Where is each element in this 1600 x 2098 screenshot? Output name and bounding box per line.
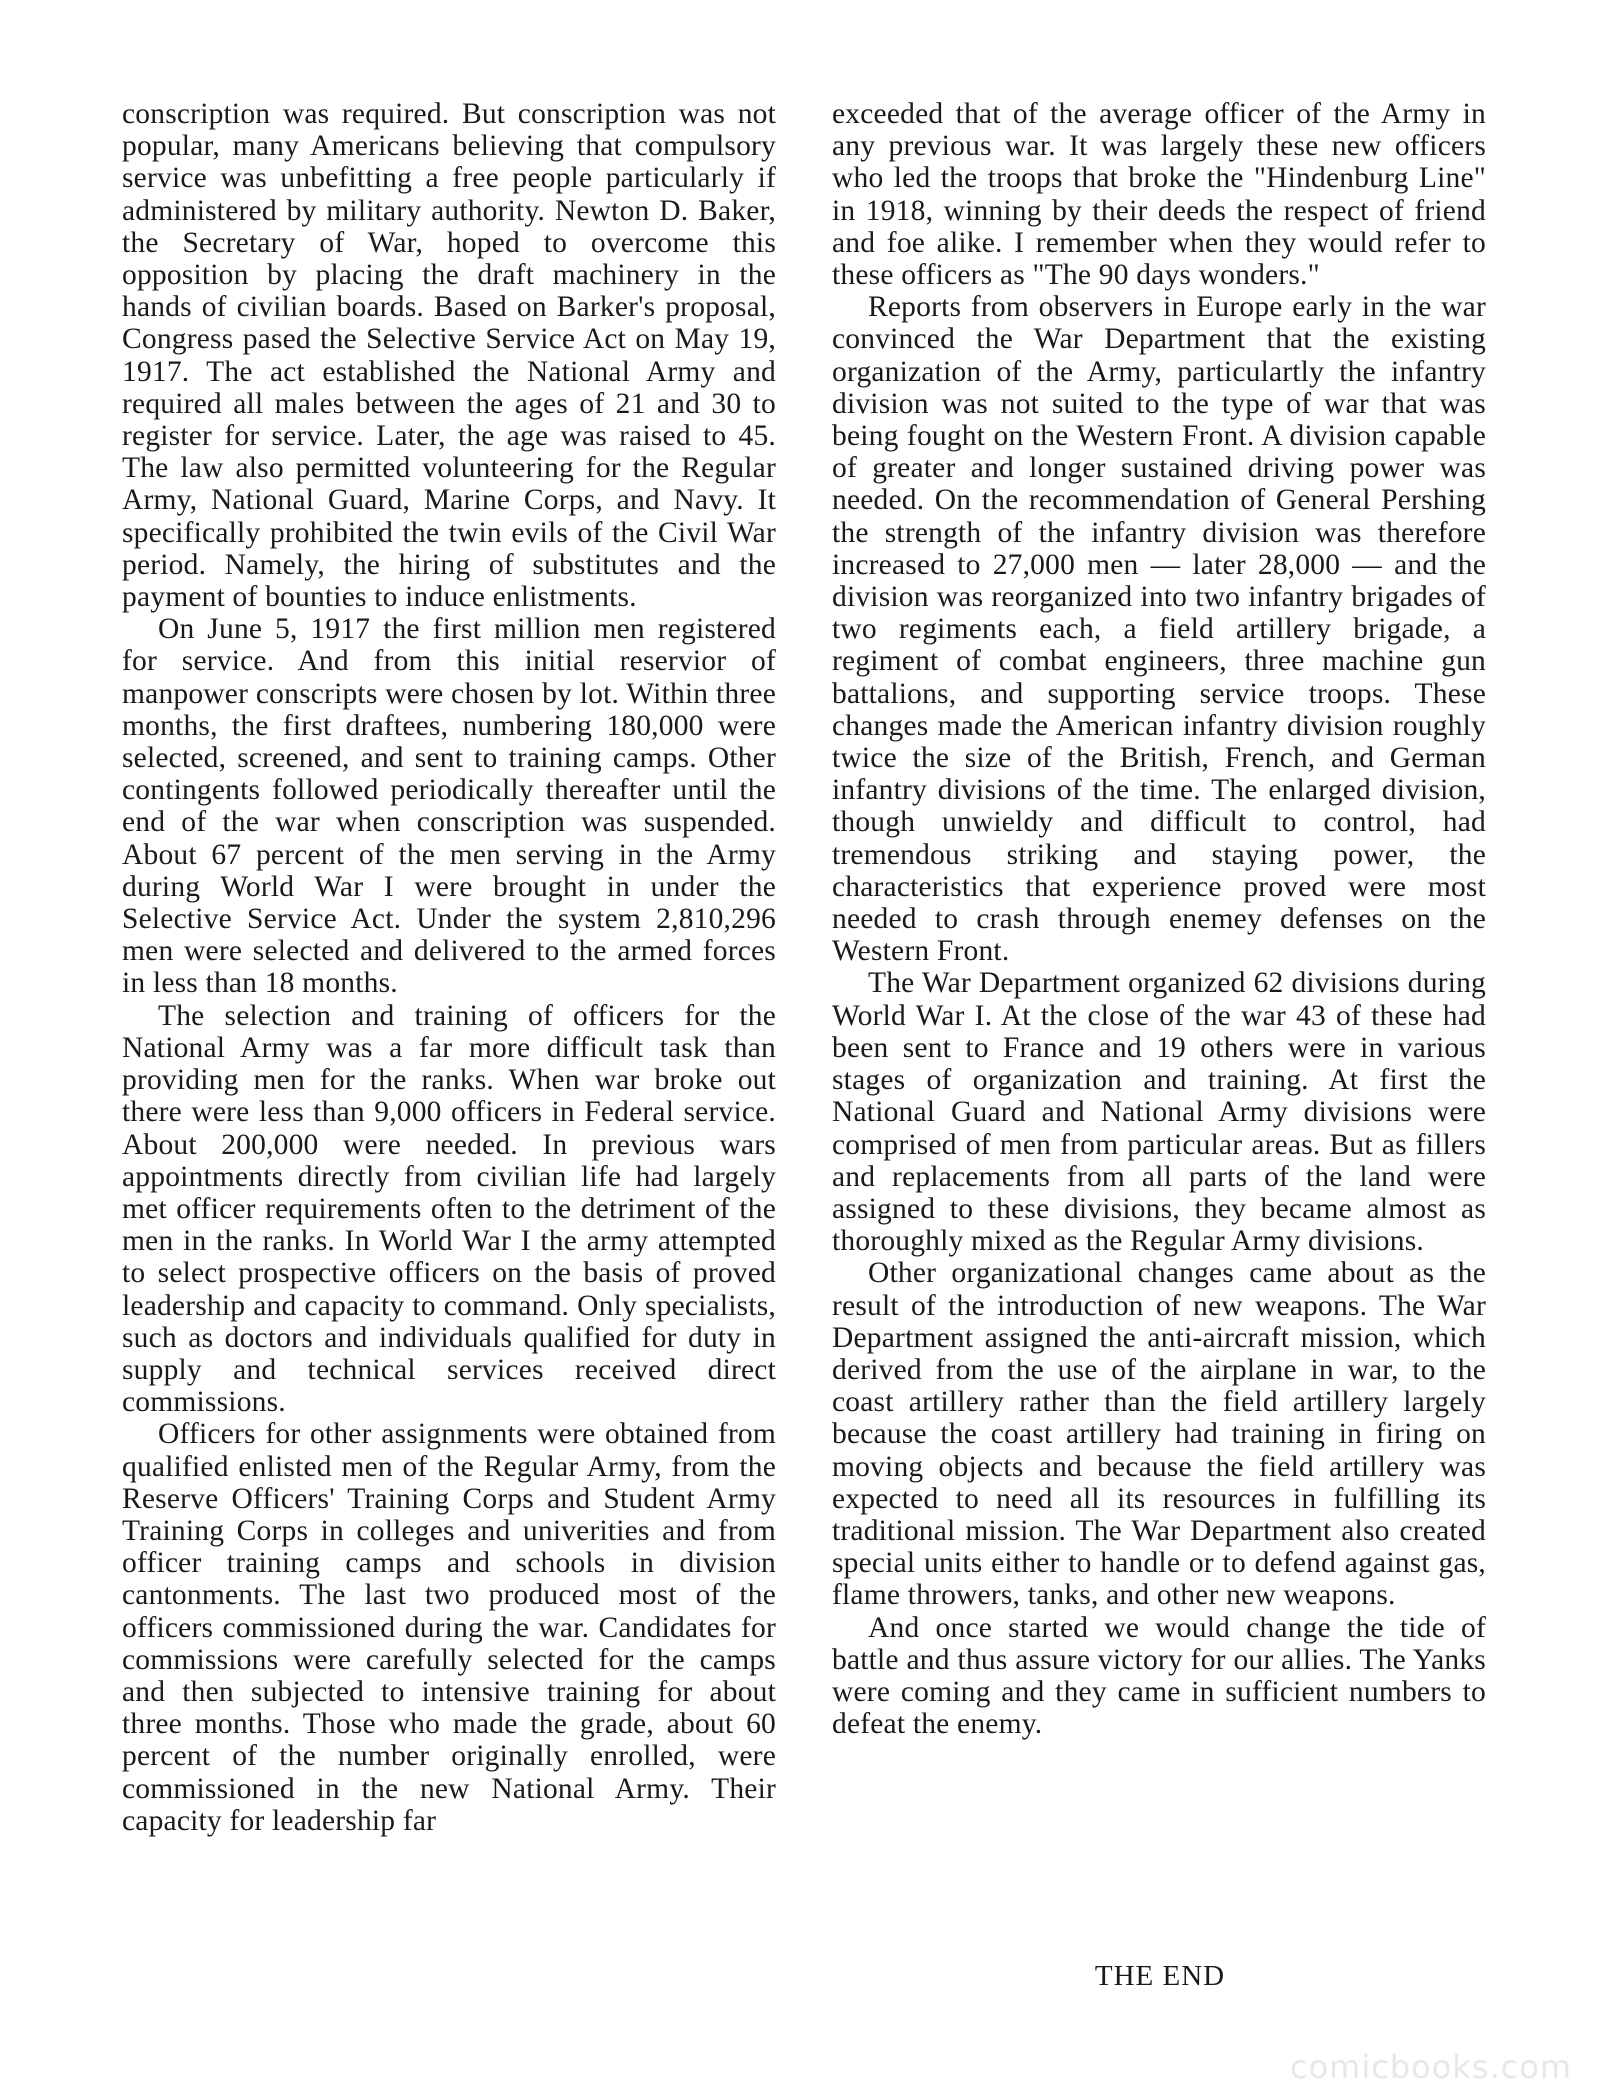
right-column <box>832 98 1486 1740</box>
paragraph: The War Department organized 62 divisions during World War I. At the close of the war 43 of these had been sent to France and 19 others were in various stages of organization and training. At first the National Guard and National Army divisions were comprised of men from particular areas. But as fillers and replacements from all parts of the land were assigned to these divisions, they became almost as thoroughly mixed as the Regular Army divisions. <box>832 967 1486 1258</box>
paragraph: conscription was required. But conscription was not popular, many Americans believing that compulsory service was unbefitting a free people particularly if administered by military authority. Newton D. Baker, the Secretary of War, hoped to overcome this opposition by placing the draft machinery in the hands of civilian boards. Based on Barker's proposal, Congress pased the Selective Service Act on May 19, 1917. The act established the National Army and required all males between the ages of 21 and 30 to register for service. Later, the age was raised to 45. The law also permitted volunteering for the Regular Army, National Guard, Marine Corps, and Navy. It specifically prohibited the twin evils of the Civil War period. Namely, the hiring of substitutes and the payment of bounties to induce enlistments. <box>122 98 776 614</box>
left-column <box>122 98 776 1837</box>
closing-text: THE END <box>1094 1960 1226 1992</box>
paragraph: On June 5, 1917 the first million men registered for service. And from this initial reservior of manpower conscripts were chosen by lot. Within three months, the first draftees, numbering 180,000 were selected, screened, and sent to training camps. Other contingents followed periodically thereafter until the end of the war when conscription was suspended. About 67 percent of the men serving in the Army during World War I were brought in under the Selective Service Act. Under the system 2,810,296 men were selected and delivered to the armed forces in less than 18 months. <box>122 613 776 1000</box>
paragraph: Reports from observers in Europe early in the war convinced the War Department that the existing organization of the Army, particulartly the infantry division was not suited to the type of war that was being fought on the Western Front. A division capable of greater and longer sustained driving power was needed. On the recommendation of General Pershing the strength of the infantry division was therefore increased to 27,000 men — later 28,000 — and the division was reorganized into two infantry brigades of two regiments each, a field artillery brigade, a regiment of combat engineers, three machine gun battalions, and supporting service troops. These changes made the American infantry division roughly twice the size of the British, French, and German infantry divisions of the time. The enlarged division, though unwieldy and difficult to control, had tremendous striking and staying power, the characteristics that experience proved were most needed to crash through enemey defenses on the Western Front. <box>832 291 1486 968</box>
paragraph: And once started we would change the tide of battle and thus assure victory for our allies. The Yanks were coming and they came in sufficient numbers to defeat the enemy. <box>832 1611 1486 1741</box>
paragraph: Officers for other assignments were obtained from qualified enlisted men of the Regular Army, from the Reserve Officers' Training Corps and Student Army Training Corps in colleges and univerities and from officer training camps and schools in division cantonments. The last two produced most of the officers commissioned during the war. Candidates for commissions were carefully selected for the camps and then subjected to intensive training for about three months. Those who made the grade, about 60 percent of the number originally enrolled, were commissioned in the new National Army. Their capacity for leadership far <box>122 1418 776 1837</box>
watermark: comicbooks.com <box>1289 2048 1572 2086</box>
paragraph: Other organizational changes came about as the result of the introduction of new weapons. The War Department assigned the anti-aircraft mission, which derived from the use of the airplane in war, to the coast artillery rather than the field artillery largely because the coast artillery had training in firing on moving objects and because the field artillery was expected to need all its resources in fulfilling its traditional mission. The War Department also created special units either to handle or to defend against gas, flame throwers, tanks, and other new weapons. <box>832 1257 1486 1612</box>
paragraph: The selection and training of officers for the National Army was a far more difficult task than providing men for the ranks. When war broke out there were less than 9,000 officers in Federal service. About 200,000 were needed. In previous wars appointments directly from civilian life had largely met officer requirements often to the detriment of the men in the ranks. In World War I the army attempted to select prospective officers on the basis of proved leadership and capacity to command. Only specialists, such as doctors and individuals qualified for duty in supply and technical services received direct commissions. <box>122 999 776 1419</box>
paragraph: exceeded that of the average officer of the Army in any previous war. It was largely these new officers who led the troops that broke the "Hindenburg Line" in 1918, winning by their deeds the respect of friend and foe alike. I remember when they would refer to these officers as "The 90 days wonders." <box>832 98 1486 292</box>
